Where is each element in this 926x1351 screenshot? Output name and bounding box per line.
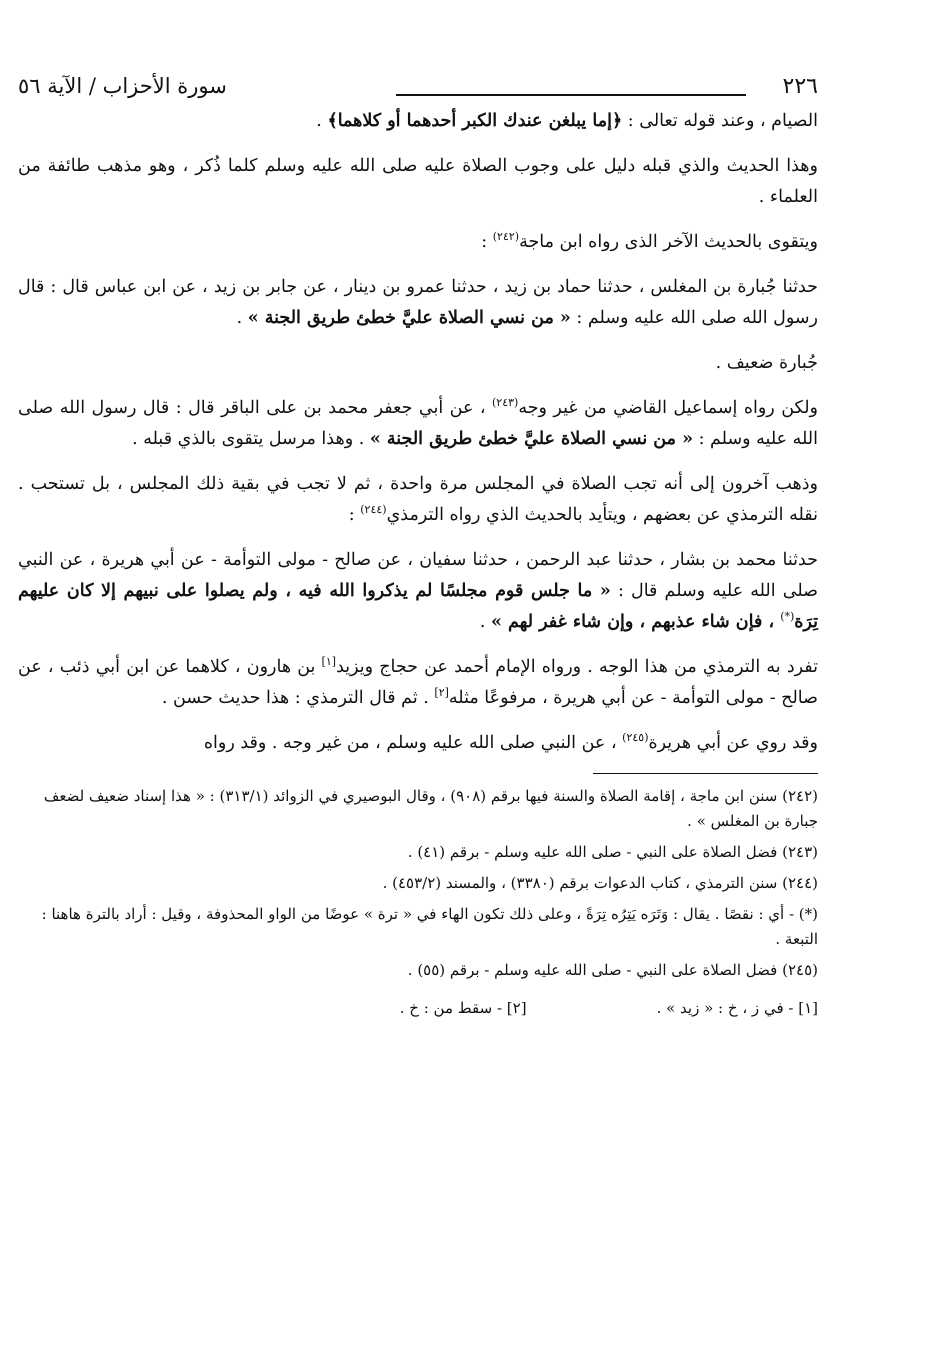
footnote: (٢٤٥) فضل الصلاة على النبي - صلى الله عليه وسلم - برقم (٥٥) . — [407, 961, 818, 979]
paragraph: وهذا الحديث والذي قبله دليل على وجوب الصلاة عليه صلى الله عليه وسلم كلما ذُكر ، وهو مذهب طائفة من العلماء . — [18, 156, 818, 207]
variant-ref: [٢] — [434, 686, 449, 700]
text-run: : — [481, 232, 493, 252]
paragraph: جُبارة ضعيف . — [715, 353, 818, 373]
paragraph — [18, 393, 818, 455]
text-run: وقد روي عن أبي هريرة — [648, 733, 818, 753]
footnote-ref: (٢٤٢) — [492, 230, 520, 244]
text-run: : — [348, 505, 361, 525]
variant-notes — [18, 999, 818, 1017]
variant-note: [١] - في ز ، خ : « زيد » . — [656, 999, 818, 1017]
surah-title: سورة الأحزاب / الآية ٥٦ — [18, 74, 227, 98]
text-run: . — [236, 308, 248, 328]
main-text — [18, 106, 818, 759]
text-run: وذهب آخرون إلى أنه تجب الصلاة في المجلس مرة واحدة ، ثم لا تجب في بقية ذلك المجلس ، بل تستحب . نقله الترمذي عن بعضهم ، ويتأيد بالحديث الذي رواه الترمذي — [18, 474, 818, 525]
text-run: . — [316, 111, 328, 131]
quran-quote: ﴿إما يبلغن عندك الكبر أحدهما أو كلاهما﴾ — [327, 111, 623, 131]
text-run: . ثم قال الترمذي : هذا حديث حسن . — [161, 688, 435, 708]
footnote-rule — [593, 773, 818, 774]
footnote-ref: (٢٤٥) — [622, 731, 649, 745]
page-number: ٢٢٦ — [782, 74, 818, 99]
paragraph — [18, 469, 818, 531]
hadith-quote: « من نسي الصلاة عليَّ خطئ طريق الجنة » — [369, 429, 694, 449]
text-run: بن هارون ، كلاهما عن ابن أبي ذئب ، عن صالح - مولى التوأمة - عن أبي هريرة ، مرفوعًا مثله — [18, 657, 818, 708]
footnotes — [18, 784, 818, 983]
footnote: (٢٤٤) سنن الترمذي ، كتاب الدعوات برقم (٣٣٨٠) ، والمسند (٤٥٣/٢) . — [382, 874, 818, 892]
hadith-quote: « ما جلس قوم مجلسًا لم يذكروا الله فيه ، ولم يصلوا على نبيهم إلا كان عليهم تِرَة — [18, 581, 818, 632]
footnote-ref: (*) — [780, 610, 795, 624]
text-run: ، عن النبي صلى الله عليه وسلم ، من غير وجه . وقد رواه — [203, 733, 623, 753]
text-run: ويتقوى بالحديث الآخر الذى رواه ابن ماجة — [519, 232, 818, 252]
paragraph — [18, 728, 818, 759]
variant-ref: [١] — [321, 655, 337, 669]
text-run: ، عن أبي جعفر محمد بن على الباقر قال : قال رسول الله صلى الله عليه وسلم : — [18, 398, 818, 449]
page-header — [18, 72, 818, 106]
paragraph — [18, 652, 818, 714]
footnote-ref: (٢٤٤) — [360, 503, 387, 517]
footnote: (٢٤٢) سنن ابن ماجة ، إقامة الصلاة والسنة فيها برقم (٩٠٨) ، وقال البوصيري في الزوائد (٣١٣/١) : « هذا إسناد ضعيف لضعف جبارة بن المغلس » . — [43, 787, 818, 830]
text-run: الصيام ، وعند قوله تعالى : — [622, 111, 818, 131]
text-run: تفرد به الترمذي من هذا الوجه . ورواه الإمام أحمد عن حجاج ويزيد — [336, 657, 818, 677]
footnote-ref: (٢٤٣) — [491, 396, 519, 410]
footnote: (٢٤٣) فضل الصلاة على النبي - صلى الله عليه وسلم - برقم (٤١) . — [407, 843, 818, 861]
text-run: . وهذا مرسل يتقوى بالذي قبله . — [132, 429, 370, 449]
text-run: . — [479, 612, 491, 632]
paragraph — [18, 227, 818, 258]
hadith-quote: ، فإن شاء عذبهم ، وإن شاء غفر لهم » — [490, 612, 781, 632]
hadith-quote: « من نسي الصلاة عليَّ خطئ طريق الجنة » — [247, 308, 571, 328]
text-run: حدثنا جُبارة بن المغلس ، حدثنا حماد بن زيد ، حدثنا عمرو بن دينار ، عن جابر بن زيد ، عن ابن عباس قال : قال رسول الله صلى الله عليه وسلم : — [18, 277, 818, 328]
paragraph — [18, 545, 818, 638]
variant-note: [٢] - سقط من : خ . — [399, 999, 527, 1017]
text-run: حدثنا محمد بن بشار ، حدثنا عبد الرحمن ، حدثنا سفيان ، عن صالح - مولى التوأمة - عن أبي هريرة ، عن النبي صلى الله عليه وسلم قال : — [18, 550, 818, 601]
footnote: (*) - أي : نقصًا . يقال : وَتَرَه يَتِرُه تِرَةً ، وعلى ذلك تكون الهاء في « ترة » عوضًا من الواو المحذوفة ، وقيل : أراد بالترة هاهنا : التبعة . — [41, 905, 818, 948]
header-rule — [396, 94, 746, 96]
paragraph — [18, 272, 818, 334]
text-run: ولكن رواه إسماعيل القاضي من غير وجه — [518, 398, 818, 418]
book-page — [18, 72, 818, 1017]
paragraph — [18, 106, 818, 137]
